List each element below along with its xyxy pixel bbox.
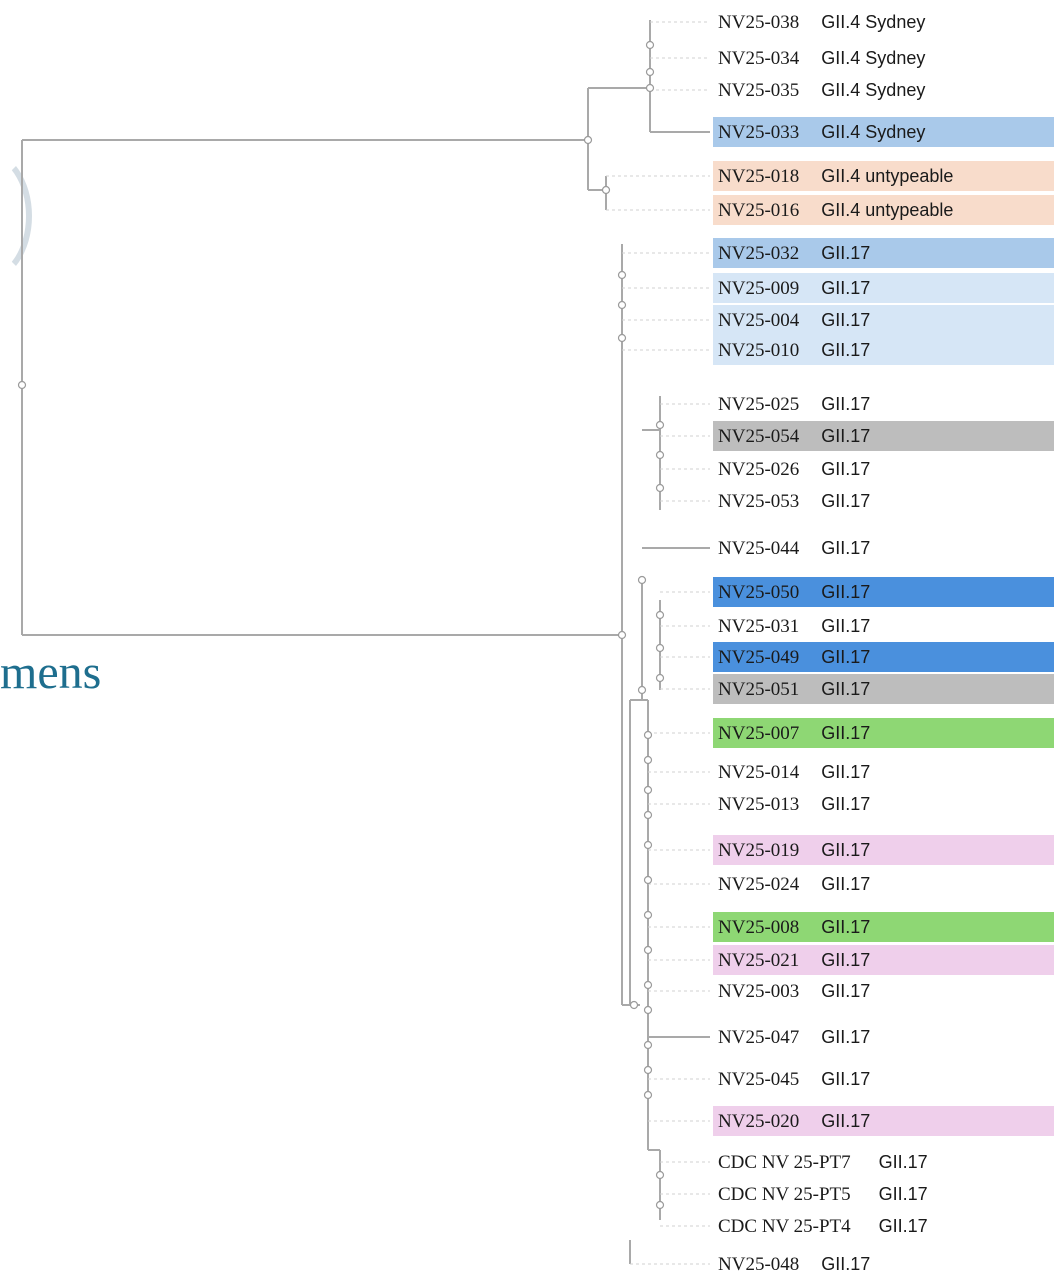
leaf-label-row [713,642,1054,672]
leaf-sample-id: CDC NV 25-PT7 [718,1152,851,1173]
leaf-label-row [713,1211,1054,1241]
leaf-genotype: GII.17 [821,647,871,667]
tree-node [645,757,652,764]
leaf-label-row [713,273,1054,303]
leaf-sample-id: NV25-025 [718,394,800,415]
leaf-genotype: GII.17 [821,723,871,743]
leaf-genotype: GII.4 Sydney [821,12,926,32]
leaf-sample-id: NV25-051 [718,679,800,700]
leaf-label-row [713,869,1054,899]
tree-node [645,812,652,819]
leaf-genotype: GII.4 Sydney [821,80,926,100]
leaf-genotype: GII.17 [821,1027,871,1047]
leaf-label-row [713,161,1054,191]
leaf-sample-id: NV25-014 [718,762,800,783]
tree-node [657,675,664,682]
leaf-genotype: GII.17 [821,340,871,360]
leaf-genotype: GII.4 Sydney [821,122,926,142]
leaf-label-row [713,757,1054,787]
leaf-label-row [713,945,1054,975]
tree-node [645,787,652,794]
leaf-genotype: GII.17 [878,1216,928,1236]
leaf-sample-id: NV25-050 [718,582,800,603]
leaf-label-row [713,75,1054,105]
leaf-genotype: GII.4 Sydney [821,48,926,68]
leaf-label-row [713,1179,1054,1209]
tree-node [619,335,626,342]
leaf-genotype: GII.17 [821,616,871,636]
tree-node [645,1092,652,1099]
tree-node [645,947,652,954]
tree-node [657,1202,664,1209]
leaf-genotype: GII.4 untypeable [821,166,954,186]
leaf-sample-id: NV25-004 [718,310,800,331]
side-title-fragment: mens [0,646,102,699]
leaf-label-row [713,718,1054,748]
leaf-label-row [713,611,1054,641]
leaf-sample-id: NV25-054 [718,426,800,447]
tree-node [657,645,664,652]
tree-node [619,302,626,309]
leaf-genotype: GII.17 [821,794,871,814]
leaf-genotype: GII.4 untypeable [821,200,954,220]
leaf-genotype: GII.17 [821,582,871,602]
leaf-sample-id: NV25-003 [718,981,800,1002]
leaf-sample-id: NV25-032 [718,243,800,264]
leaf-genotype: GII.17 [821,243,871,263]
leaf-sample-id: NV25-021 [718,950,800,971]
leaf-sample-id: NV25-013 [718,794,800,815]
leaf-label-row [713,7,1054,37]
tree-node [645,842,652,849]
tree-node [619,632,626,639]
leaf-genotype: GII.17 [821,679,871,699]
leaf-sample-id: CDC NV 25-PT5 [718,1184,851,1205]
leaf-label-row [713,421,1054,451]
tree-node [645,877,652,884]
leaf-genotype: GII.17 [821,1069,871,1089]
leaf-sample-id: NV25-026 [718,459,800,480]
leaf-sample-id: NV25-048 [718,1254,800,1275]
leaf-sample-id: NV25-020 [718,1111,800,1132]
tree-node [19,382,26,389]
leaf-label-row [713,305,1054,335]
leaf-sample-id: NV25-016 [718,200,800,221]
leaf-label-row [713,335,1054,365]
leaf-genotype: GII.17 [878,1184,928,1204]
tree-node [645,1067,652,1074]
leaf-sample-id: CDC NV 25-PT4 [718,1216,851,1237]
leaf-label-row [713,486,1054,516]
tree-node [619,272,626,279]
leaf-genotype: GII.17 [821,538,871,558]
leaf-label-row [713,454,1054,484]
tree-node [645,1042,652,1049]
leaf-genotype: GII.17 [821,1254,871,1274]
leaf-label-row [713,912,1054,942]
leaf-genotype: GII.17 [821,981,871,1001]
tree-node [631,1002,638,1009]
leaf-sample-id: NV25-044 [718,538,800,559]
leaf-genotype: GII.17 [821,840,871,860]
tree-node [639,687,646,694]
leaf-label-row [713,1147,1054,1177]
leaf-sample-id: NV25-053 [718,491,800,512]
leaf-sample-id: NV25-031 [718,616,800,637]
leaf-label-row [713,835,1054,865]
tree-node [603,187,610,194]
tree-node [657,485,664,492]
leaf-label-row [713,1064,1054,1094]
leaf-sample-id: NV25-047 [718,1027,800,1048]
tree-node [657,612,664,619]
tree-node [657,1172,664,1179]
tree-node [645,912,652,919]
leaf-sample-id: NV25-008 [718,917,800,938]
leaf-label-row [713,117,1054,147]
leaf-label-row [713,577,1054,607]
leaf-label-row [713,674,1054,704]
leaf-sample-id: NV25-007 [718,723,800,744]
leaf-sample-id: NV25-049 [718,647,800,668]
leaf-label-row [713,1106,1054,1136]
leaf-label-row [713,533,1054,563]
tree-node [645,732,652,739]
leaf-sample-id: NV25-009 [718,278,800,299]
leaf-genotype: GII.17 [821,394,871,414]
leaf-genotype: GII.17 [821,762,871,782]
leaf-sample-id: NV25-010 [718,340,800,361]
leaf-label-row [713,389,1054,419]
tree-node [657,452,664,459]
leaf-label-row [713,238,1054,268]
leaf-sample-id: NV25-045 [718,1069,800,1090]
tree-node [647,42,654,49]
leaf-genotype: GII.17 [821,426,871,446]
leaf-label-row [713,789,1054,819]
leaf-genotype: GII.17 [821,491,871,511]
leaf-genotype: GII.17 [821,917,871,937]
leaf-label-row [713,195,1054,225]
leaf-label-row [713,976,1054,1006]
leaf-sample-id: NV25-035 [718,80,800,101]
leaf-label-row [713,1022,1054,1052]
tree-node [639,577,646,584]
leaf-genotype: GII.17 [821,310,871,330]
leaf-sample-id: NV25-019 [718,840,800,861]
leaf-sample-id: NV25-034 [718,48,800,69]
leaf-genotype: GII.17 [821,950,871,970]
leaf-genotype: GII.17 [821,1111,871,1131]
tree-node [647,69,654,76]
tree-node [645,1007,652,1014]
tree-node [585,137,592,144]
leaf-genotype: GII.17 [821,874,871,894]
leaf-label-row [713,1249,1054,1279]
tree-node [657,422,664,429]
leaf-sample-id: NV25-038 [718,12,800,33]
tree-node [645,982,652,989]
leaf-label-row [713,43,1054,73]
leaf-genotype: GII.17 [821,459,871,479]
leaf-genotype: GII.17 [878,1152,928,1172]
leaf-sample-id: NV25-033 [718,122,800,143]
leaf-genotype: GII.17 [821,278,871,298]
leaf-sample-id: NV25-018 [718,166,800,187]
leaf-sample-id: NV25-024 [718,874,800,895]
tree-node [647,85,654,92]
